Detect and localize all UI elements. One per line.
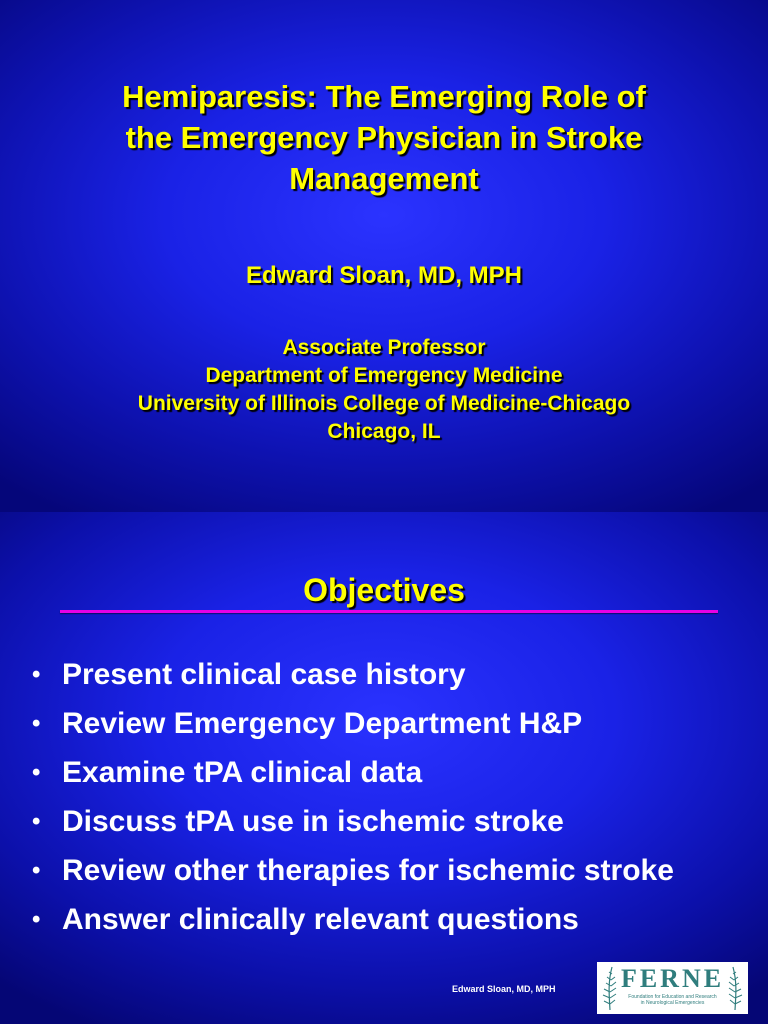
logo-subtitle-line: in Neurological Emergencies	[640, 1000, 705, 1006]
list-item	[30, 895, 674, 944]
list-item	[30, 650, 674, 699]
author-name: Edward Sloan, MD, MPH	[245, 262, 523, 289]
objectives-list	[30, 650, 674, 944]
heading-divider	[60, 610, 718, 613]
bullet-icon: •	[32, 710, 41, 737]
list-item-text: Review other therapies for ischemic stroke	[62, 854, 674, 887]
bullet-icon: •	[32, 759, 41, 786]
list-item	[30, 797, 674, 846]
list-item-text: Review Emergency Department H&P	[62, 707, 583, 740]
affiliation-line: University of Illinois College of Medicine-Chicago	[137, 392, 631, 415]
affiliation-line: Department of Emergency Medicine	[205, 364, 563, 387]
bullet-icon: •	[32, 808, 41, 835]
logo-subtitle	[621, 994, 724, 1006]
presentation-title	[20, 76, 748, 199]
fern-icon	[725, 964, 745, 1012]
logo-subtitle-line: Foundation for Education and Research	[628, 994, 717, 1000]
title-line: Management	[289, 161, 479, 196]
ferne-logo	[597, 962, 748, 1014]
list-item-text: Present clinical case history	[62, 658, 466, 691]
footer-author: Edward Sloan, MD, MPH	[452, 984, 556, 994]
logo-wordmark: FERNE	[620, 964, 725, 993]
list-item-text: Answer clinically relevant questions	[62, 903, 579, 936]
bullet-icon: •	[32, 857, 41, 884]
bullet-icon: •	[32, 906, 41, 933]
objectives-heading: Objectives	[303, 572, 465, 608]
affiliation-line: Chicago, IL	[327, 420, 441, 443]
author-affiliation	[0, 334, 768, 446]
title-line: the Emergency Physician in Stroke	[125, 120, 643, 155]
title-line: Hemiparesis: The Emerging Role of	[122, 79, 646, 114]
list-item-text: Discuss tPA use in ischemic stroke	[62, 805, 564, 838]
list-item	[30, 748, 674, 797]
list-item-text: Examine tPA clinical data	[62, 756, 423, 789]
list-item	[30, 699, 674, 748]
list-item	[30, 846, 674, 895]
bullet-icon: •	[32, 661, 41, 688]
affiliation-line: Associate Professor	[282, 336, 486, 359]
